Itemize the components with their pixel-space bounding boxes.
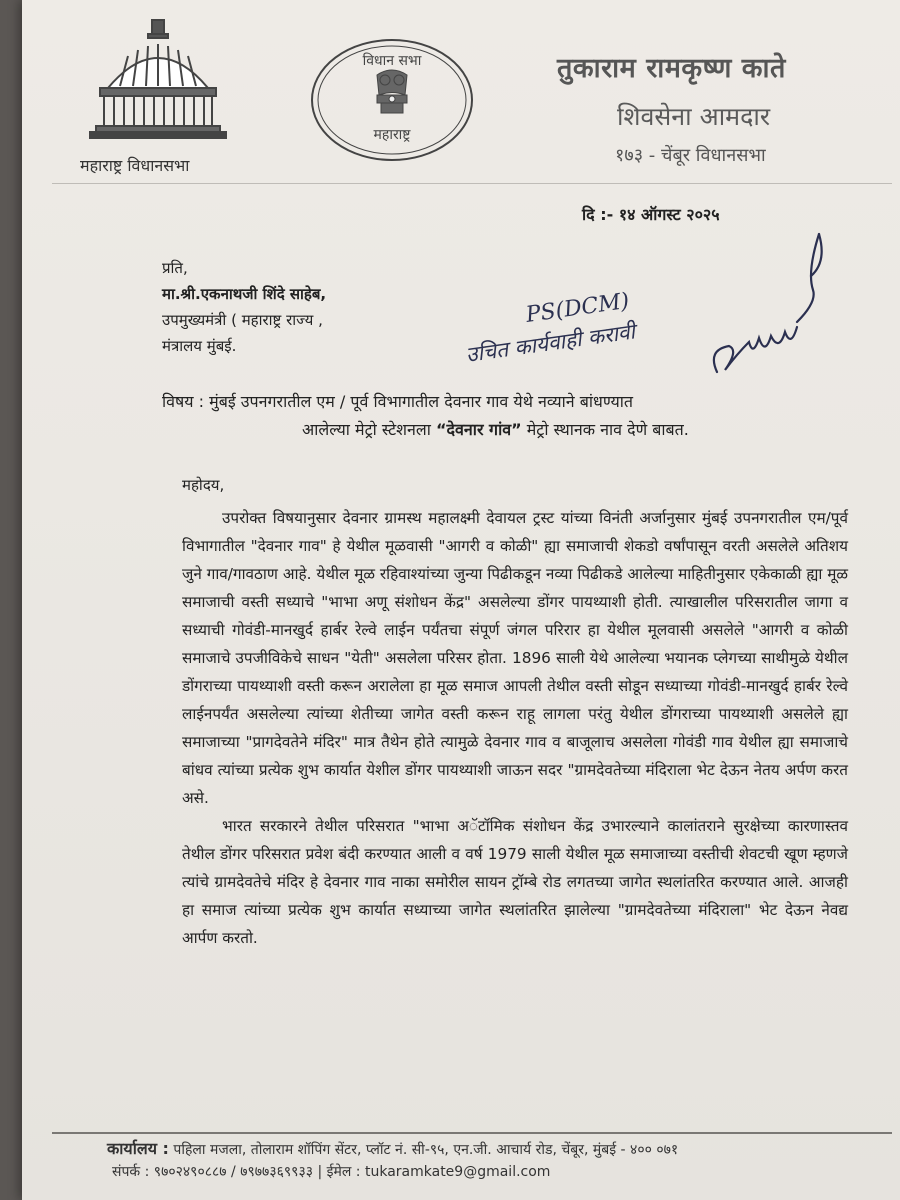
vidhan-sabha-seal bbox=[307, 35, 477, 165]
office-address: पहिला मजला, तोलाराम शॉपिंग सेंटर, प्लॉट नं. सी-९५, एन.जी. आचार्य रोड, चेंबूर, मुंबई - ४०० ०७१ bbox=[173, 1142, 679, 1158]
footer bbox=[107, 1138, 887, 1183]
vidhan-sabha-logo bbox=[72, 18, 247, 178]
recipient-line-1: प्रति, bbox=[162, 259, 188, 277]
letter-date: दि :- १४ ऑगस्ट २०२५ bbox=[582, 205, 720, 224]
recipient-name: मा.श्री.एकनाथजी शिंदे साहेब, bbox=[162, 285, 327, 303]
subject-block bbox=[162, 388, 862, 444]
header-divider bbox=[52, 183, 892, 184]
handwritten-endorsement bbox=[467, 232, 847, 392]
seal-top-text: विधान सभा bbox=[362, 53, 422, 69]
mla-constituency: १७३ - चेंबूर विधानसभा bbox=[615, 145, 766, 166]
letterhead-text bbox=[557, 48, 897, 167]
footer-address-line bbox=[107, 1138, 887, 1161]
subject-line-2 bbox=[162, 416, 862, 444]
subject-line-2-post: मेट्रो स्थानक नाव देणे बाबत. bbox=[521, 420, 689, 439]
recipient-designation: उपमुख्यमंत्री ( महाराष्ट्र राज्य , bbox=[162, 311, 323, 329]
handwritten-line-2: उचित कार्यवाही करावी bbox=[467, 319, 637, 367]
logo-caption: महाराष्ट्र विधानसभा bbox=[80, 156, 190, 175]
signature-icon bbox=[714, 234, 822, 372]
contact-line: संपर्क : ९७०२४९०८८७ / ७९७७३६९९३३ | ईमेल : tukaramkate9@gmail.com bbox=[112, 1164, 551, 1180]
recipient-office: मंत्रालय मुंबई. bbox=[162, 337, 237, 355]
recipient-block bbox=[162, 255, 326, 359]
subject-line-2-pre: आलेल्या मेट्रो स्टेशनला bbox=[302, 420, 437, 439]
letter-body bbox=[182, 504, 848, 952]
body-paragraph-1: उपरोक्त विषयानुसार देवनार ग्रामस्थ महालक्ष्मी देवायल ट्रस्ट यांच्या विनंती अर्जानुसार मुंबई उपनगरातील एम/पूर्व विभागातील "देवनार गाव" हे येथील मूळवासी "आगरी व कोळी" ह्या समाजाची शेकडो वर्षांपासून वरती असलेले अतिशय जुने गाव/गावठाण आहे. येथील मूळ रहिवाश्यांच्या जुन्या पिढीकडून नव्या पिढीकडे आलेल्या माहितीनुसार एकेकाळी ह्या मूळ समाजाची वस्ती सध्याचे "भाभा अणू संशोधन केंद्र" असलेल्या डोंगर पायथ्याशी होती. त्याखालील परिसरातील जागा व सध्याची गोवंडी-मानखुर्द हार्बर रेल्वे लाईन पर्यंतचा संपूर्ण जंगल परिरार हा येथील मूलवासी असलेले "आगरी व कोळी समाजाचे उपजीविकेचे साधन "येती" असलेला परिसर होता. 1896 साली येथे आलेल्या भयानक प्लेगच्या साथीमुळे येथील डोंगराच्या पायथ्याशी वस्ती करून अरालेला हा मूळ समाज आपली तेथील वस्ती सोडून सध्याच्या गोवंडी-मानखुर्द हार्बर रेल्वे लाईनपर्यंत असलेल्या त्यांच्या शेतीच्या जागेत वस्ती करून राहू लागला परंतु येथील डोंगराच्या पायथ्याशी असलेले ह्या समाजाच्या "प्रागदेवतेने मंदिर" मात्र तैथेन होते त्यामुळे देवनार गाव व बाजूलाच असलेला गोवंडी गाव येथील ह्या समाजाचे बांधव त्यांच्या प्रत्येक शुभ कार्यात येशील डोंगर पायथ्याशी जाऊन सदर "ग्रामदेवतेच्या मंदिराला भेट देऊन नेतय अर्पण करत असे. bbox=[182, 509, 848, 807]
handwritten-line-1: PS(DCM) bbox=[524, 288, 631, 328]
salutation: महोदय, bbox=[182, 476, 225, 494]
subject-station-name: “देवनार गांव” bbox=[436, 420, 522, 439]
subject-line-1: विषय : मुंबई उपनगरातील एम / पूर्व विभागातील देवनार गाव येथे नव्याने बांधण्यात bbox=[162, 392, 634, 411]
footer-divider bbox=[52, 1132, 892, 1134]
mla-name: तुकाराम रामकृष्ण काते bbox=[557, 53, 786, 84]
vidhan-sabha-building-icon bbox=[78, 18, 238, 148]
ashoka-emblem-icon bbox=[377, 70, 407, 113]
office-label: कार्यालय : bbox=[107, 1139, 169, 1158]
letter-paper bbox=[22, 0, 900, 1200]
mla-party: शिवसेना आमदार bbox=[617, 102, 771, 131]
seal-bottom-text: महाराष्ट्र bbox=[373, 127, 411, 143]
body-paragraph-2: भारत सरकारने तेथील परिसरात "भाभा अॅटॉमिक संशोधन केंद्र उभारल्याने कालांतराने सुरक्षेच्या कारणास्तव तेथील डोंगर परिसरात प्रवेश बंदी करण्यात आली व वर्ष 1979 साली येथील मूळ समाजाच्या वस्तीची शेवटची खूण म्हणजे त्यांचे ग्रामदेवतेचे मंदिर हे देवनार गाव नाका समोरील सायन ट्रॉम्बे रोड लगतच्या जागेत स्थलांतरित करण्यात आले. आजही हा समाज त्यांच्या प्रत्येक शुभ कार्यात सध्याच्या जागेत स्थलांतरित झालेल्या "ग्रामदेवतेच्या मंदिराला" भेट देऊन नेवद्य आर्पण करतो. bbox=[182, 817, 848, 947]
